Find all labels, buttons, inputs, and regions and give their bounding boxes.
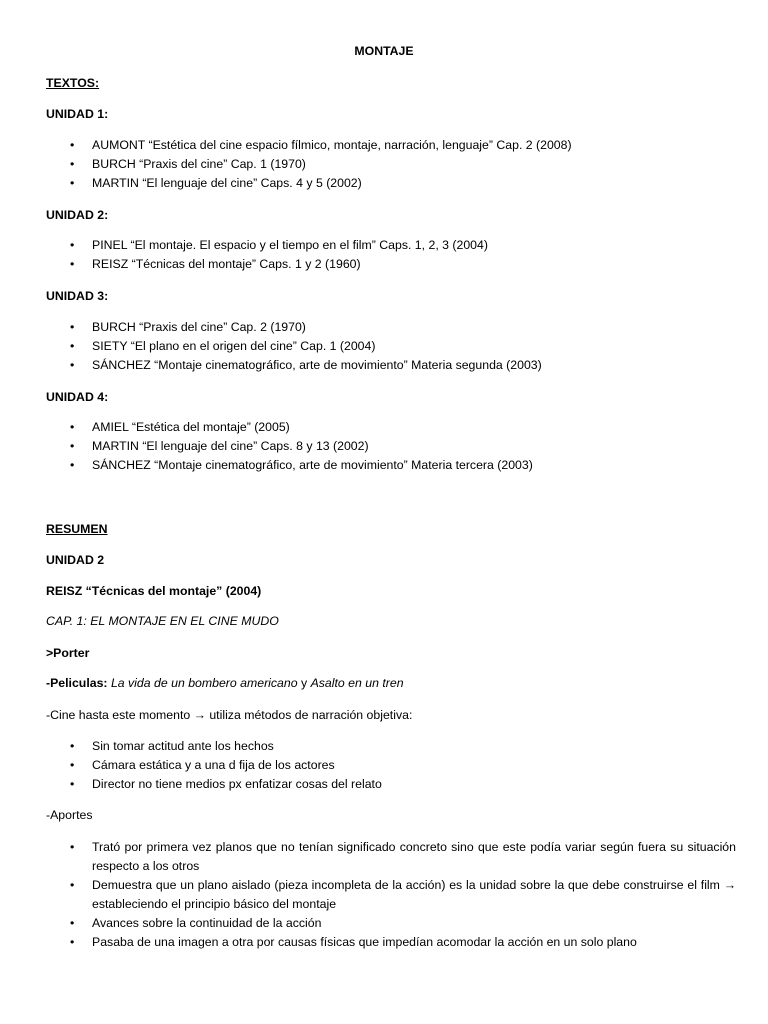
list-item: • SÁNCHEZ “Montaje cinematográfico, arte de movimiento” Materia tercera (2003) xyxy=(46,456,736,475)
list-item: • PINEL “El montaje. El espacio y el tiempo en el film” Caps. 1, 2, 3 (2004) xyxy=(46,236,736,255)
peliculas-line xyxy=(46,674,736,693)
unidad-2-list xyxy=(46,236,736,274)
list-item: • REISZ “Técnicas del montaje” Caps. 1 y 2 (1960) xyxy=(46,255,736,274)
list-item: • AUMONT “Estética del cine espacio fílmico, montaje, narración, lenguaje” Cap. 2 (2008) xyxy=(46,136,736,155)
list-item: • Avances sobre la continuidad de la acción xyxy=(46,914,736,933)
list-item: • Director no tiene medios px enfatizar cosas del relato xyxy=(46,775,736,794)
list-item: • Trató por primera vez planos que no tenían significado concreto sino que este podía variar según fuera su situación respecto a los otros xyxy=(46,838,736,876)
resumen-heading: RESUMEN xyxy=(46,522,108,536)
pelicula-title: Asalto en un tren xyxy=(310,676,404,690)
list-item: • BURCH “Praxis del cine” Cap. 1 (1970) xyxy=(46,155,736,174)
document-title: MONTAJE xyxy=(354,44,414,58)
unidad-3-label: UNIDAD 3: xyxy=(46,289,109,303)
list-item: • SIETY “El plano en el origen del cine” Cap. 1 (2004) xyxy=(46,337,736,356)
peliculas-conjunction: y xyxy=(300,676,308,690)
aportes-label: -Aportes xyxy=(46,808,93,822)
list-item: • AMIEL “Estética del montaje” (2005) xyxy=(46,418,736,437)
unidad-4-list xyxy=(46,418,736,475)
unidad-1-label: UNIDAD 1: xyxy=(46,107,109,121)
list-item: • Pasaba de una imagen a otra por causas físicas que impedían acomodar la acción en un solo plano xyxy=(46,933,736,952)
peliculas-prefix: -Peliculas: xyxy=(46,676,108,690)
unidad-4-label: UNIDAD 4: xyxy=(46,390,109,404)
resumen-subject: >Porter xyxy=(46,646,90,660)
list-item: • Demuestra que un plano aislado (pieza incompleta de la acción) es la unidad sobre la que debe construirse el film → estableciendo el principio básico del montaje xyxy=(46,876,736,914)
unidad-1-list xyxy=(46,136,736,193)
cine-line: -Cine hasta este momento → utiliza métodos de narración objetiva: xyxy=(46,708,413,722)
list-item: • Cámara estática y a una d fija de los actores xyxy=(46,756,736,775)
unidad-3-list xyxy=(46,318,736,375)
resumen-chapter: CAP. 1: EL MONTAJE EN EL CINE MUDO xyxy=(46,614,279,628)
list-item: • MARTIN “El lenguaje del cine” Caps. 4 y 5 (2002) xyxy=(46,174,736,193)
cine-list xyxy=(46,737,736,794)
list-item: • MARTIN “El lenguaje del cine” Caps. 8 y 13 (2002) xyxy=(46,437,736,456)
pelicula-title: La vida de un bombero americano xyxy=(110,676,298,690)
resumen-book: REISZ “Técnicas del montaje” (2004) xyxy=(46,584,262,598)
textos-heading: TEXTOS: xyxy=(46,76,100,90)
unidad-2-label: UNIDAD 2: xyxy=(46,208,109,222)
aportes-list xyxy=(46,838,736,952)
list-item: • BURCH “Praxis del cine” Cap. 2 (1970) xyxy=(46,318,736,337)
list-item: • Sin tomar actitud ante los hechos xyxy=(46,737,736,756)
list-item: • SÁNCHEZ “Montaje cinematográfico, arte de movimiento” Materia segunda (2003) xyxy=(46,356,736,375)
resumen-unidad: UNIDAD 2 xyxy=(46,553,105,567)
